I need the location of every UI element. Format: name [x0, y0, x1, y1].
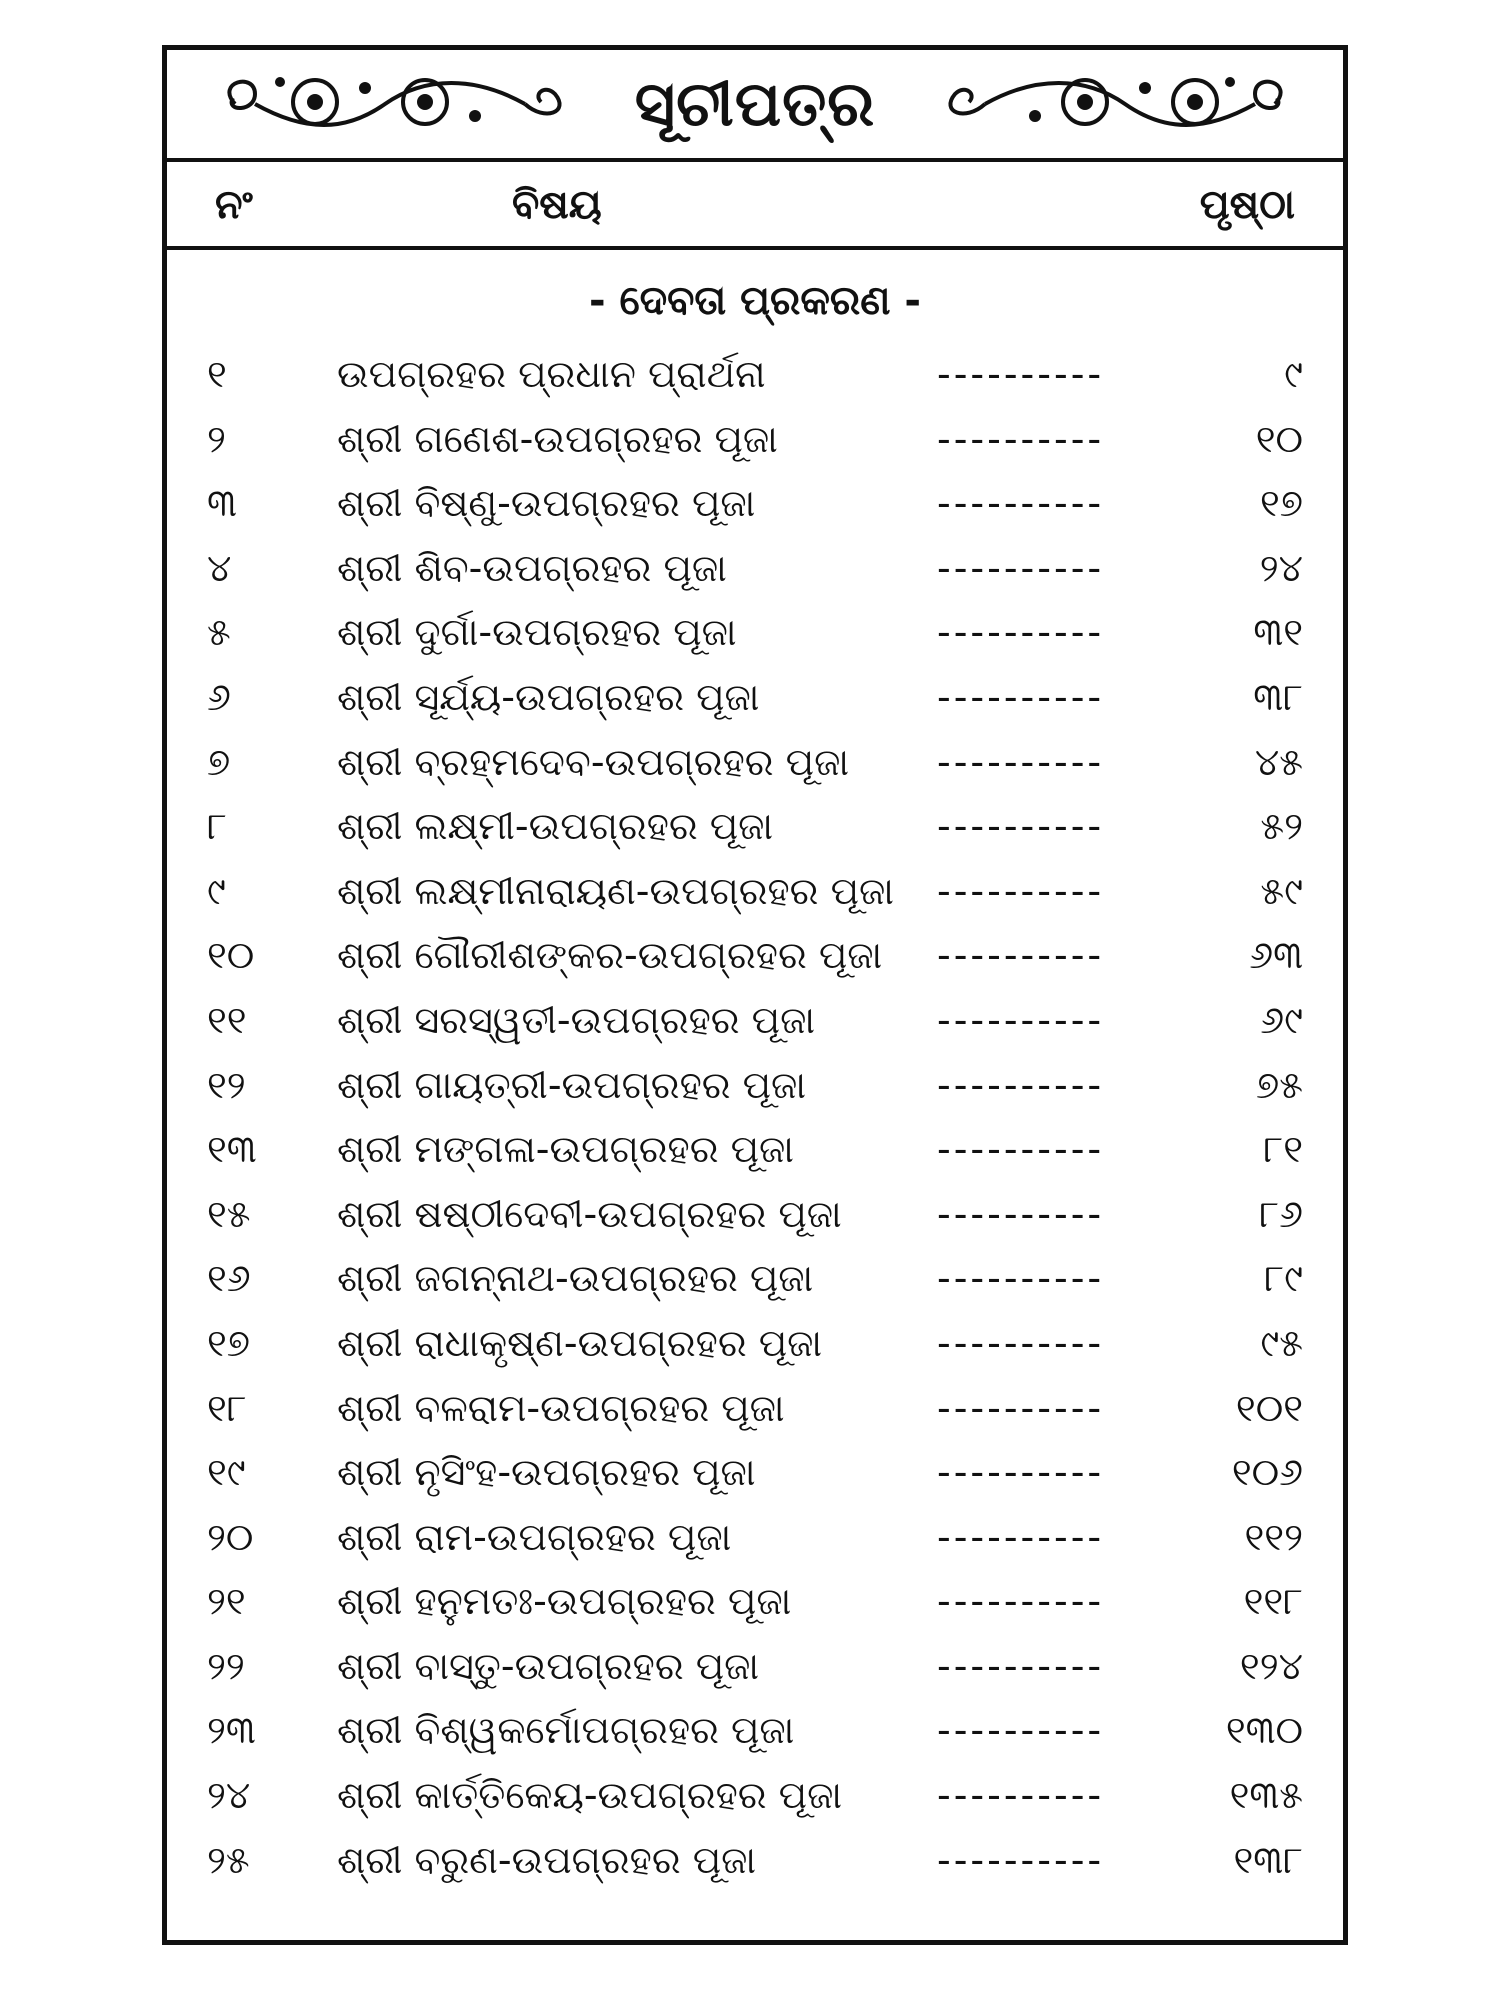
entry-title: ଶ୍ରୀ ଶିବ-ଉପଗ୍ରହର ପୂଜା: [337, 545, 727, 590]
entry-leader: ----------: [937, 1450, 1105, 1495]
entry-title: ଶ୍ରୀ ସରସ୍ୱତୀ-ଉପଗ୍ରହର ପୂଜା: [337, 997, 816, 1042]
toc-row: [167, 1246, 1343, 1311]
entry-number: ୧୧: [207, 997, 247, 1042]
entry-leader: ----------: [937, 1708, 1105, 1753]
entry-title: ଶ୍ରୀ ସୂର୍ଯ୍ୟ-ଉପଗ୍ରହର ପୂଜା: [337, 674, 760, 719]
entry-page: ୧୭: [1259, 481, 1303, 526]
entry-title: ଶ୍ରୀ ରାଧାକୃଷ୍ଣ-ଉପଗ୍ରହର ପୂଜା: [337, 1320, 823, 1365]
entry-number: ୮: [207, 804, 227, 849]
toc-row: [167, 1053, 1343, 1118]
entry-page: ୧୩୦: [1225, 1708, 1303, 1753]
toc-row: [167, 471, 1343, 536]
entry-leader: ----------: [937, 997, 1105, 1042]
entry-page: ୧୦୬: [1231, 1450, 1303, 1495]
entry-page: ୩୧: [1253, 610, 1303, 655]
entry-leader: ----------: [937, 1191, 1105, 1236]
entry-page: ୧୧୨: [1244, 1514, 1303, 1559]
toc-row: [167, 794, 1343, 859]
entry-number: ୨୨: [207, 1643, 245, 1688]
toc-row: [167, 1182, 1343, 1247]
entry-title: ଶ୍ରୀ ଗଣେଶ-ଉପଗ୍ରହର ପୂଜା: [337, 416, 778, 461]
entry-leader: ----------: [937, 1127, 1105, 1172]
entry-page: ୪୫: [1254, 739, 1303, 784]
toc-row: [167, 1376, 1343, 1441]
entry-number: ୯: [207, 868, 226, 913]
entry-page: ୮୬: [1259, 1191, 1303, 1236]
section-heading: - ଦେବତା ପ୍ରକରଣ -: [589, 278, 921, 324]
entry-number: ୧୯: [207, 1450, 246, 1495]
toc-row: [167, 859, 1343, 924]
entry-number: ୧: [207, 352, 227, 396]
toc-row: [167, 1440, 1343, 1505]
entry-number: ୩: [207, 481, 237, 526]
column-header-no: ନଂ: [215, 182, 253, 228]
toc-row: [167, 988, 1343, 1053]
entry-number: ୬: [207, 674, 231, 719]
entry-leader: ----------: [937, 352, 1105, 396]
column-header-subject: ବିଷୟ: [512, 182, 602, 228]
toc-row: [167, 342, 1343, 407]
entry-page: ୮୯: [1264, 1256, 1303, 1301]
entry-page: ୭୫: [1256, 1062, 1303, 1107]
entry-number: ୨୦: [207, 1514, 254, 1559]
entry-page: ୧୦୧: [1235, 1385, 1303, 1430]
entry-title: ଶ୍ରୀ ବିଶ୍ୱକର୍ମୋପଗ୍ରହର ପୂଜା: [337, 1708, 795, 1753]
toc-row: [167, 536, 1343, 601]
entry-number: ୨: [207, 416, 226, 461]
entry-page: ୩୮: [1253, 674, 1303, 719]
floral-scroll-icon: [935, 62, 1315, 146]
toc-row: [167, 1117, 1343, 1182]
entry-number: ୨୫: [207, 1837, 250, 1882]
entry-page: ୬୩: [1249, 933, 1303, 978]
toc-row: [167, 1698, 1343, 1763]
toc-frame: [162, 45, 1348, 1945]
toc-row: [167, 1763, 1343, 1828]
entry-number: ୧୬: [207, 1256, 251, 1301]
entry-page: ୧୩୮: [1233, 1837, 1303, 1882]
title-band: [167, 50, 1343, 162]
entry-page: ୫୨: [1260, 804, 1303, 849]
toc-row: [167, 1828, 1343, 1893]
entry-title: ଶ୍ରୀ ଲକ୍ଷ୍ମୀ-ଉପଗ୍ରହର ପୂଜା: [337, 804, 774, 849]
toc-row: [167, 1505, 1343, 1570]
entry-title: ଶ୍ରୀ ଗାୟତ୍ରୀ-ଉପଗ୍ରହର ପୂଜା: [337, 1062, 806, 1107]
entry-page: ୨୪: [1259, 545, 1303, 590]
entry-title: ଶ୍ରୀ ହନୁମତଃ-ଉପଗ୍ରହର ପୂଜା: [337, 1579, 792, 1624]
entry-leader: ----------: [937, 610, 1105, 655]
entry-leader: ----------: [937, 545, 1105, 590]
entry-title: ଶ୍ରୀ ଲକ୍ଷ୍ମୀନାରାୟଣ-ଉପଗ୍ରହର ପୂଜା: [337, 868, 894, 913]
entry-title: ଶ୍ରୀ ବାସ୍ତୁ-ଉପଗ୍ରହର ପୂଜା: [337, 1643, 760, 1688]
entry-leader: ----------: [937, 1320, 1105, 1365]
entry-title: ଶ୍ରୀ ବଳରାମ-ଉପଗ୍ରହର ପୂଜା: [337, 1385, 785, 1430]
entry-title: ଶ୍ରୀ ଗୌରୀଶଙ୍କର-ଉପଗ୍ରହର ପୂଜା: [337, 933, 883, 978]
entry-title: ଶ୍ରୀ ବିଷ୍ଣୁ-ଉପଗ୍ରହର ପୂଜା: [337, 481, 756, 526]
entry-page: ୧୩୫: [1229, 1773, 1303, 1818]
column-header-row: [167, 162, 1343, 250]
entry-page: ୯: [1284, 352, 1303, 396]
entry-number: ୭: [207, 739, 231, 784]
entry-page: ୫୯: [1260, 868, 1303, 913]
entry-leader: ----------: [937, 1579, 1105, 1624]
entry-title: ଶ୍ରୀ ବ୍ରହ୍ମଦେବ-ଉପଗ୍ରହର ପୂଜା: [337, 739, 849, 784]
column-header-page: ପୃଷ୍ଠା: [1199, 182, 1295, 228]
entry-leader: ----------: [937, 739, 1105, 784]
toc-row: [167, 1311, 1343, 1376]
entry-leader: ----------: [937, 1643, 1105, 1688]
entry-number: ୧୫: [207, 1191, 251, 1236]
entry-leader: ----------: [937, 933, 1105, 978]
entry-title: ଶ୍ରୀ କାର୍ତ୍ତିକେୟ-ଉପଗ୍ରହର ପୂଜା: [337, 1773, 843, 1818]
entry-title: ଶ୍ରୀ ଷଷ୍ଠୀଦେବୀ-ଉପଗ୍ରହର ପୂଜା: [337, 1191, 842, 1236]
entry-title: ଶ୍ରୀ ଦୁର୍ଗା-ଉପଗ୍ରହର ପୂଜା: [337, 610, 737, 655]
toc-row: [167, 1569, 1343, 1634]
toc-row: [167, 923, 1343, 988]
entry-number: ୫: [207, 610, 231, 655]
entry-leader: ----------: [937, 1773, 1105, 1818]
entry-leader: ----------: [937, 1514, 1105, 1559]
entry-number: ୧୮: [207, 1385, 247, 1430]
entry-title: ଶ୍ରୀ ମଙ୍ଗଳା-ଉପଗ୍ରହର ପୂଜା: [337, 1127, 794, 1172]
entry-page: ୯୫: [1260, 1320, 1303, 1365]
entry-number: ୨୩: [207, 1708, 256, 1753]
entry-page: ୬୯: [1260, 997, 1303, 1042]
entry-number: ୪: [207, 545, 232, 590]
entry-leader: ----------: [937, 868, 1105, 913]
entry-number: ୧୨: [207, 1062, 246, 1107]
toc-row: [167, 600, 1343, 665]
toc-row: [167, 730, 1343, 795]
entry-number: ୨୧: [207, 1579, 246, 1624]
entry-page: ୧୦: [1255, 416, 1303, 461]
entry-page: ୧୨୪: [1239, 1643, 1303, 1688]
entry-leader: ----------: [937, 804, 1105, 849]
entry-number: ୧୩: [207, 1127, 257, 1172]
entry-title: ଶ୍ରୀ ରାମ-ଉପଗ୍ରହର ପୂଜା: [337, 1514, 732, 1559]
entry-title: ଶ୍ରୀ ନୃସିଂହ-ଉପଗ୍ରହର ପୂଜା: [337, 1450, 756, 1495]
entry-leader: ----------: [937, 1837, 1105, 1882]
entry-leader: ----------: [937, 1385, 1105, 1430]
entry-title: ଶ୍ରୀ ବରୁଣ-ଉପଗ୍ରହର ପୂଜା: [337, 1837, 757, 1882]
toc-row: [167, 407, 1343, 472]
toc-row: [167, 665, 1343, 730]
page-title: ସୂଚୀପତ୍ର: [634, 67, 876, 140]
entry-number: ୨୪: [207, 1773, 251, 1818]
entry-number: ୧୭: [207, 1320, 251, 1365]
entry-number: ୧୦: [207, 933, 255, 978]
entry-leader: ----------: [937, 416, 1105, 461]
entry-leader: ----------: [937, 674, 1105, 719]
toc-list: [167, 342, 1343, 1892]
entry-leader: ----------: [937, 1062, 1105, 1107]
entry-leader: ----------: [937, 1256, 1105, 1301]
toc-row: [167, 1634, 1343, 1699]
entry-page: ୧୧୮: [1243, 1579, 1303, 1624]
entry-leader: ----------: [937, 481, 1105, 526]
entry-title: ଉପଗ୍ରହର ପ୍ରଧାନ ପ୍ରାର୍ଥନା: [337, 352, 766, 396]
entry-page: ୮୧: [1263, 1127, 1303, 1172]
entry-title: ଶ୍ରୀ ଜଗନ୍ନାଥ-ଉପଗ୍ରହର ପୂଜା: [337, 1256, 814, 1301]
